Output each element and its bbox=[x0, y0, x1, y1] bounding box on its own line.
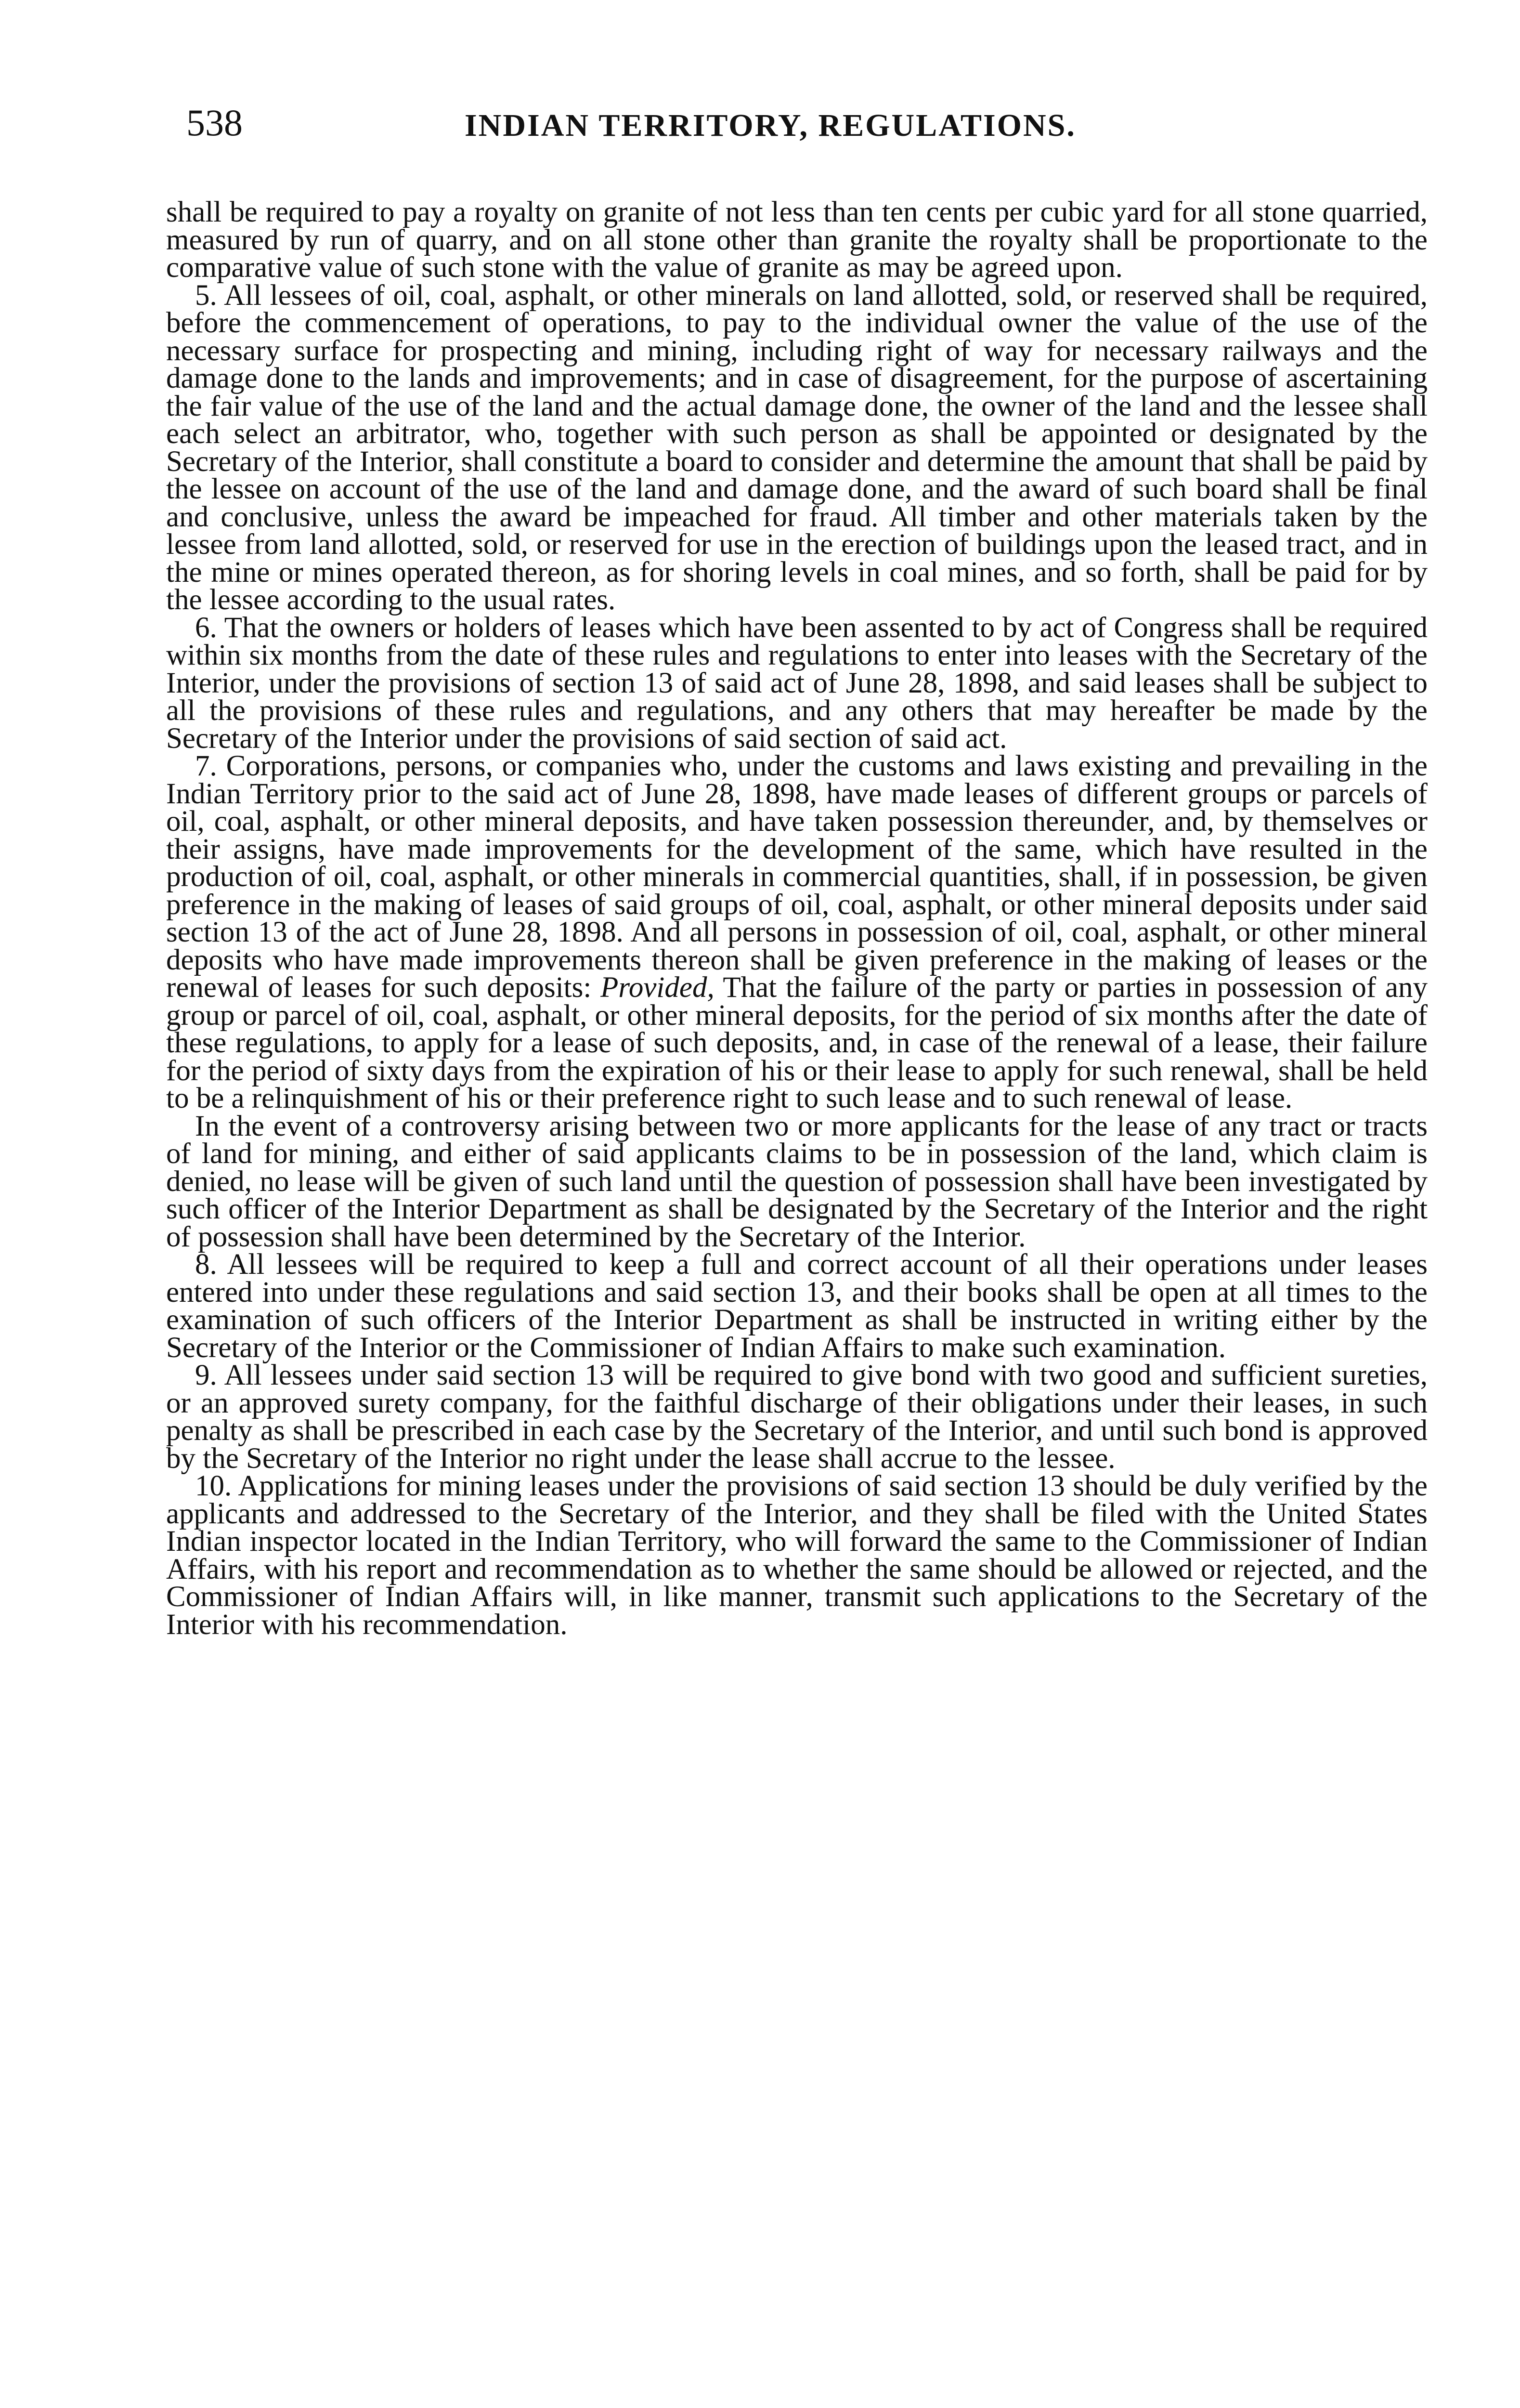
paragraph-section-5: 5. All lessees of oil, coal, asphalt, or other minerals on land allotted, sold, or reserved shall be required, before the commencement of operations, to pay to the individual owner the value of the use of the necessary surface for prospecting and mining, including right of way for necessary railways and the damage done to the lands and improvements; and in case of disagreement, for the purpose of ascertaining the fair value of the use of the land and the actual damage done, the owner of the land and the lessee shall each select an arbitrator, who, together with such person as shall be appointed or designated by the Secretary of the Interior, shall constitute a board to consider and determine the amount that shall be paid by the lessee on account of the use of the land and damage done, and the award of such board shall be final and conclusive, unless the award be impeached for fraud. All timber and other materials taken by the lessee from land allotted, sold, or reserved for use in the erection of buildings upon the leased tract, and in the mine or mines operated thereon, as for shoring levels in coal mines, and so forth, shall be paid for by the lessee according to the usual rates. bbox=[166, 279, 1428, 616]
paragraph-section-6: 6. That the owners or holders of leases which have been assented to by act of Congress shall be required within six months from the date of these rules and regulations to enter into leases with the Secretary of the Interior, under the provisions of section 13 of said act of June 28, 1898, and said leases shall be subject to all the provisions of these rules and regulations, and any others that may hereafter be made by the Secretary of the Interior under the provisions of said section of said act. bbox=[166, 611, 1428, 755]
paragraph-continuation: shall be required to pay a royalty on granite of not less than ten cents per cubic yard for all stone quarried, measured by run of quarry, and on all stone other than granite the royalty shall be proportionate to the comparative value of such stone with the value of granite as may be agreed upon. bbox=[166, 196, 1428, 284]
section-7-text-before: 7. Corporations, persons, or companies who, under the customs and laws existing and prevailing in the Indian Territory prior to the said act of June 28, 1898, have made leases of different groups or parcels of oil, coal, asphalt, or other mineral deposits, and have taken possession thereunder, and, by themselves or their assigns, have made improvements for the development of the same, which have resulted in the production of oil, coal, asphalt, or other minerals in commercial quantities, shall, if in possession, be given preference in the making of leases of said groups of oil, coal, asphalt, or other mineral deposits under said section 13 of the act of June 28, 1898. And all persons in possession of oil, coal, asphalt, or other mineral deposits who have made improvements thereon shall be given preference in the making of leases or the renewal of leases for such deposits: bbox=[166, 750, 1428, 1004]
paragraph-controversy: In the event of a controversy arising between two or more applicants for the lease of any tract or tracts of land for mining, and either of said applicants claims to be in possession of the land, which claim is denied, no lease will be given of such land until the question of possession shall have been investigated by such officer of the Interior Department as shall be designated by the Secretary of the Interior and the right of possession shall have been determined by the Secretary of the Interior. bbox=[166, 1110, 1428, 1253]
running-head: INDIAN TERRITORY, REGULATIONS. bbox=[465, 108, 1076, 143]
page-header bbox=[166, 96, 1428, 154]
paragraph-section-8: 8. All lessees will be required to keep a full and correct account of all their operations under leases entered into under these regulations and said section 13, and their books shall be open at all times to the examination of such officers of the Interior Department as shall be instructed in writing either by the Secretary of the Interior or the Commissioner of Indian Affairs to make such examination. bbox=[166, 1248, 1428, 1364]
page-number: 538 bbox=[186, 102, 243, 144]
provided-italic: Provided, bbox=[600, 971, 715, 1004]
paragraph-section-10: 10. Applications for mining leases under the provisions of said section 13 should be duly verified by the applicants and addressed to the Secretary of the Interior, and they shall be filed with the United States Indian inspector located in the Indian Territory, who will forward the same to the Commissioner of Indian Affairs, with his report and recommendation as to whether the same should be allowed or rejected, and the Commissioner of Indian Affairs will, in like manner, transmit such applications to the Secretary of the Interior with his recommendation. bbox=[166, 1470, 1428, 1641]
paragraph-section-9: 9. All lessees under said section 13 will be required to give bond with two good and sufficient sureties, or an approved surety company, for the faithful discharge of their obligations under their leases, in such penalty as shall be prescribed in each case by the Secretary of the Interior, and until such bond is approved by the Secretary of the Interior no right under the lease shall accrue to the lessee. bbox=[166, 1359, 1428, 1475]
section-7-text-after: That the failure of the party or parties in possession of any group or parcel of oil, coal, asphalt, or other mineral deposits, for the period of six months after the date of these regulations, to apply for a lease of such deposits, and, in case of the renewal of a lease, their failure for the period of sixty days from the expiration of his or their lease to apply for such renewal, shall be held to be a relinquishment of his or their preference right to such lease and to such renewal of lease. bbox=[166, 971, 1428, 1114]
body-text bbox=[166, 196, 1428, 1641]
paragraph-section-7 bbox=[166, 752, 1428, 1112]
